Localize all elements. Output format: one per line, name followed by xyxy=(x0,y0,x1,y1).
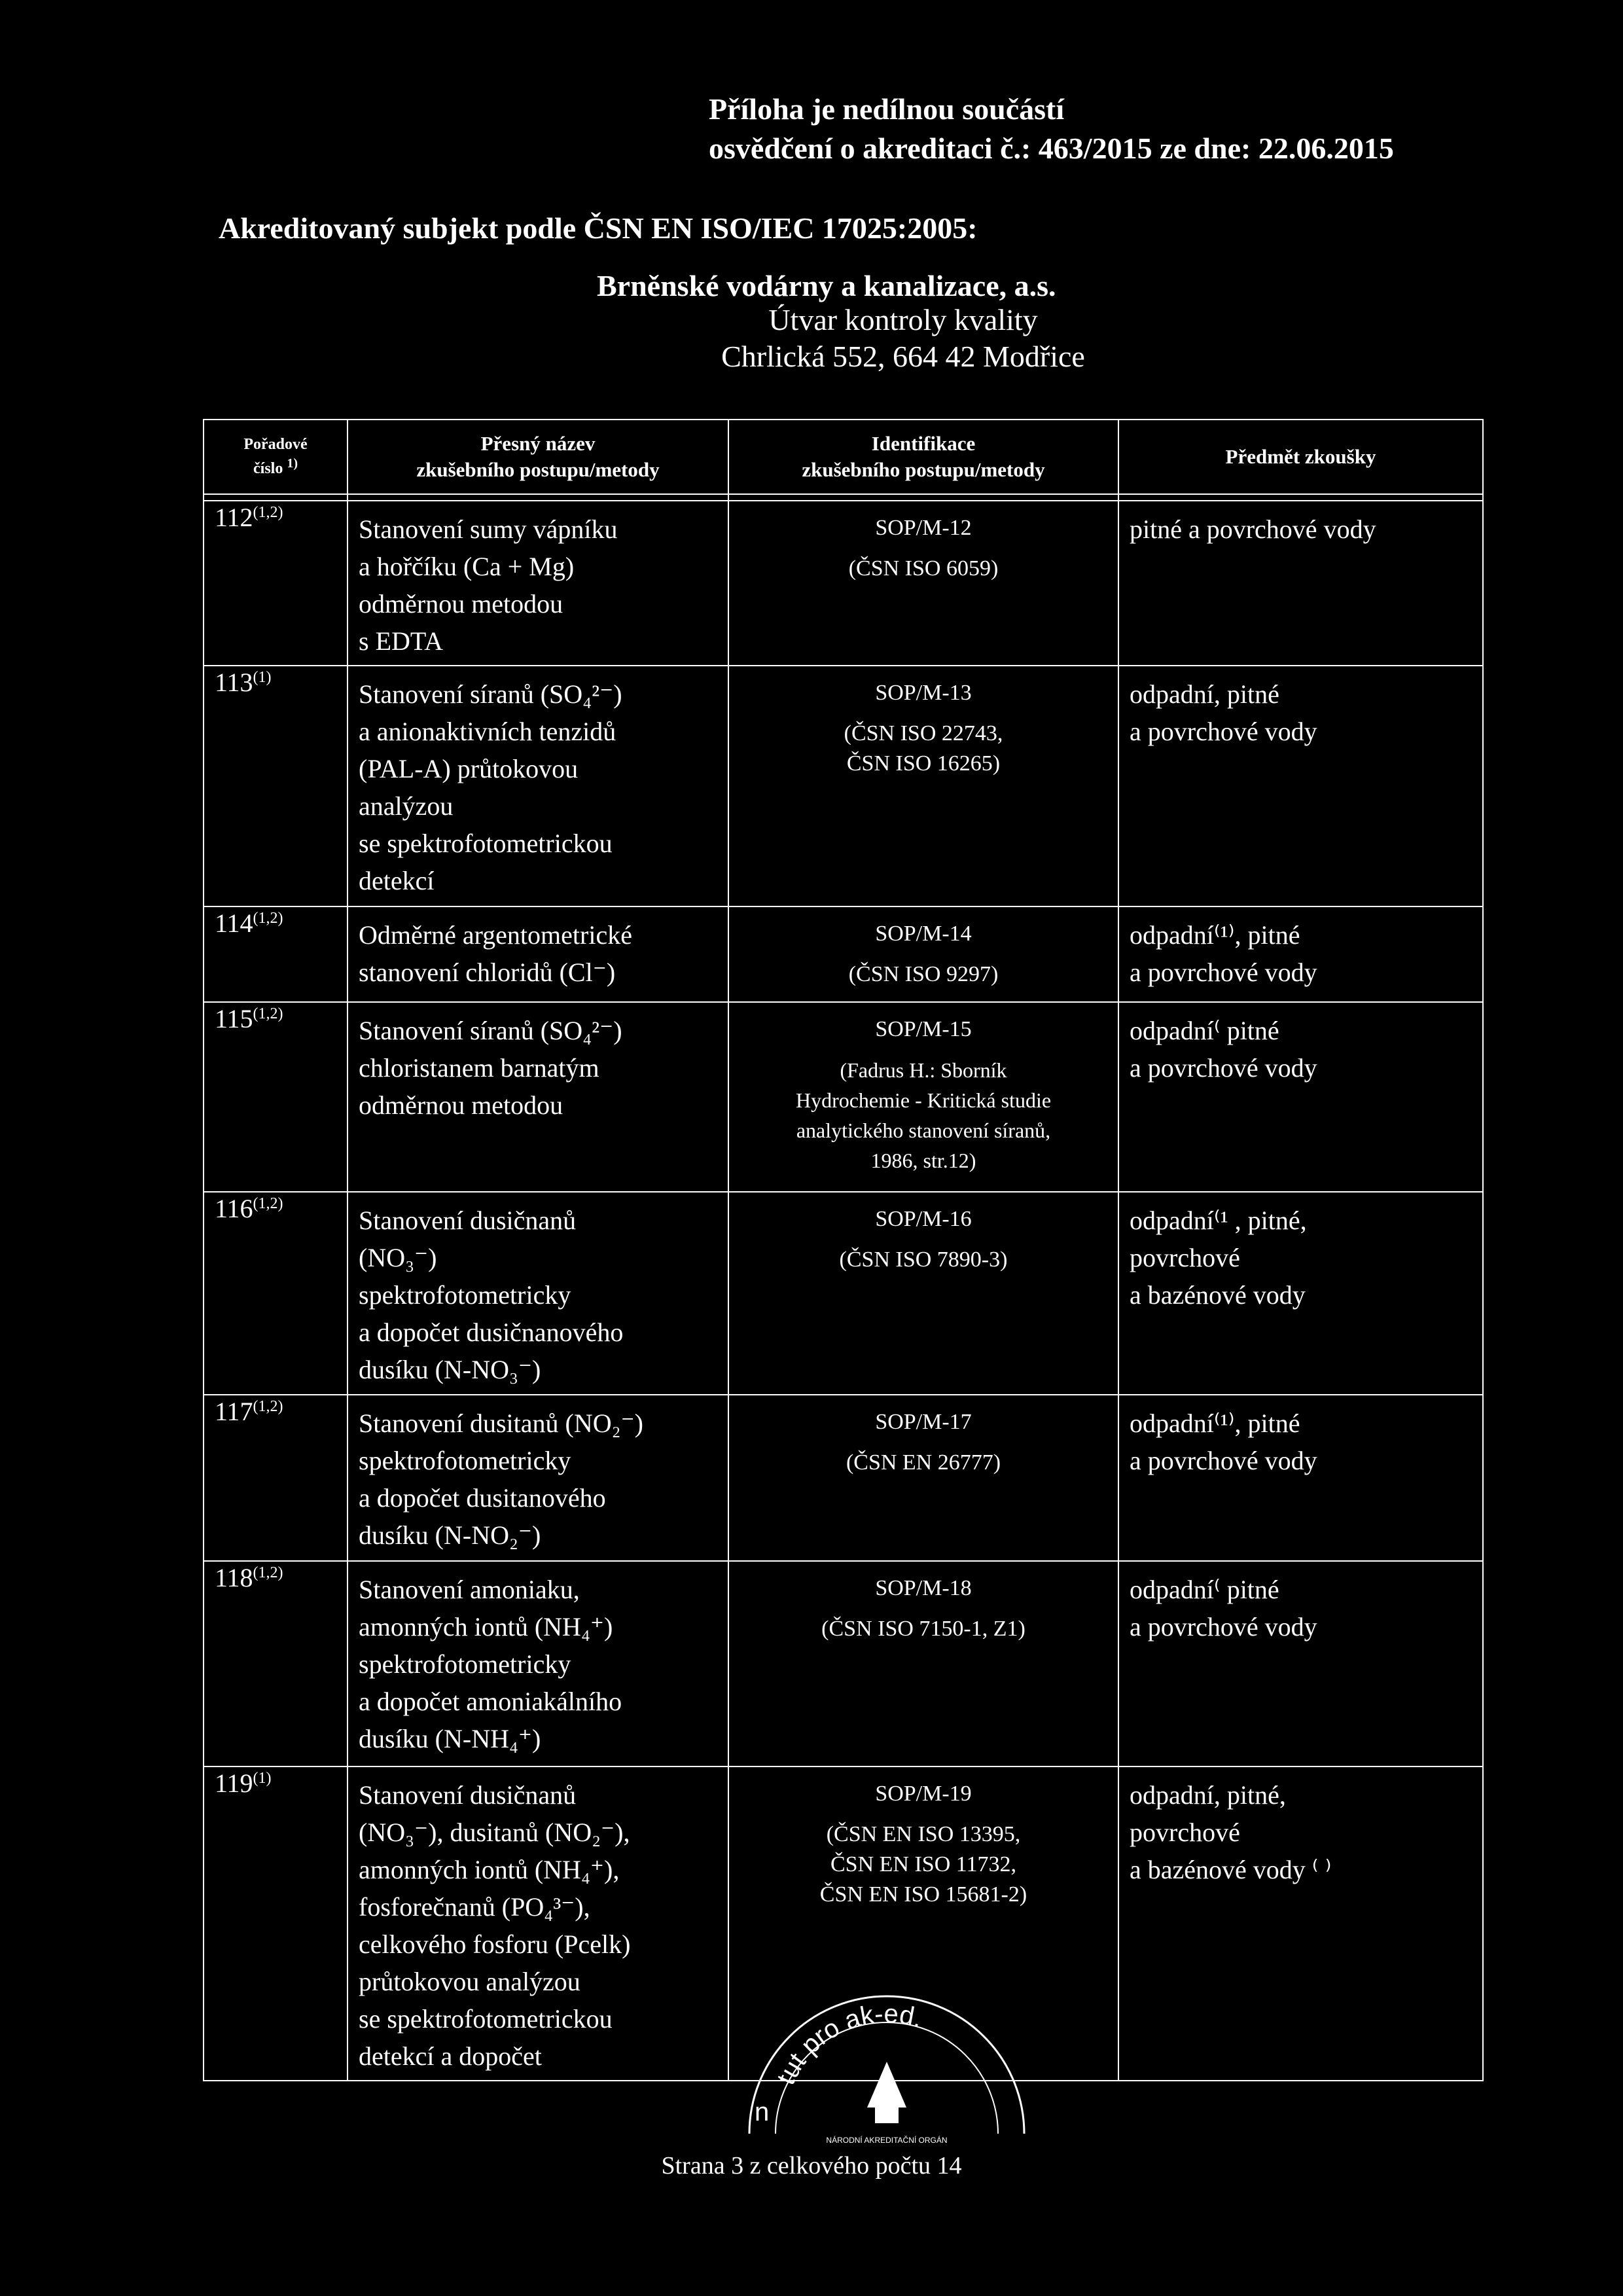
header-col-number xyxy=(204,420,348,494)
header-col2-line1: Přesný název xyxy=(480,431,596,455)
standard-reference: (ČSN ISO 7890-3) xyxy=(839,1247,1008,1272)
sop-code: SOP/M-14 xyxy=(875,922,972,946)
method-identification xyxy=(728,501,1118,666)
row-number xyxy=(204,1767,348,2081)
test-subject: pitné a povrchové vody xyxy=(1118,501,1483,666)
row-number-note: (1) xyxy=(253,1770,272,1787)
test-subject: odpadní⁽¹ , pitné, povrchové a bazénové vody xyxy=(1118,1192,1483,1395)
row-number-value: 114 xyxy=(215,908,253,938)
subject-line: Akreditovaný subjekt podle ČSN EN ISO/IEC 17025:2005: xyxy=(219,211,978,245)
test-subject: odpadní⁽ pitné a povrchové vody xyxy=(1118,1002,1483,1192)
stamp-arc-text: tut pro ak-ed. xyxy=(771,1999,927,2089)
header-col1-note: 1) xyxy=(287,456,298,471)
standard-reference: (ČSN ISO 9297) xyxy=(848,962,999,986)
sop-code: SOP/M-16 xyxy=(875,1207,972,1231)
method-identification xyxy=(728,1395,1118,1561)
method-name: Stanovení dusitanů (NO₂⁻) spektrofotometricky a dopočet dusitanového dusíku (N-NO₂⁻) xyxy=(348,1395,728,1561)
header-col1-line2: číslo xyxy=(253,460,283,477)
method-identification xyxy=(728,1561,1118,1767)
sop-code: SOP/M-17 xyxy=(875,1410,972,1434)
row-number xyxy=(204,1192,348,1395)
test-subject: odpadní⁽¹⁾, pitné a povrchové vody xyxy=(1118,906,1483,1002)
method-name: Stanovení síranů (SO₄²⁻) a anionaktivních tenzidů (PAL-A) průtokovou analýzou se spektrofotometrickou detekcí xyxy=(348,666,728,906)
row-number-value: 117 xyxy=(215,1397,253,1426)
annex-line-2: osvědčení o akreditaci č.: 463/2015 ze dne: 22.06.2015 xyxy=(709,132,1394,165)
standard-reference: (ČSN EN ISO 13395, ČSN EN ISO 11732, ČSN EN ISO 15681-2) xyxy=(819,1822,1027,1907)
stamp-bottom-text: NÁRODNÍ AKREDITAČNÍ ORGÁN xyxy=(826,2136,948,2145)
header-separator xyxy=(204,494,1483,501)
sop-code: SOP/M-19 xyxy=(875,1782,972,1806)
table-row xyxy=(204,906,1483,1002)
table-row xyxy=(204,1395,1483,1561)
row-number xyxy=(204,1561,348,1767)
standard-reference: (ČSN EN 26777) xyxy=(846,1450,1001,1475)
address: Chrlická 552, 664 42 Modřice xyxy=(721,340,1085,373)
department: Útvar kontroly kvality xyxy=(768,303,1038,336)
row-number xyxy=(204,906,348,1002)
test-subject: odpadní⁽ pitné a povrchové vody xyxy=(1118,1561,1483,1767)
row-number-note: (1,2) xyxy=(253,1564,283,1581)
sop-code: SOP/M-13 xyxy=(875,681,972,705)
row-number-note: (1) xyxy=(253,669,272,686)
row-number-note: (1,2) xyxy=(253,1398,283,1415)
method-identification xyxy=(728,666,1118,906)
header-col3-line1: Identifikace xyxy=(871,431,976,455)
stamp-emblem-icon xyxy=(867,2062,906,2123)
method-identification xyxy=(728,1192,1118,1395)
header-col-name xyxy=(348,420,728,494)
row-number-value: 113 xyxy=(215,668,253,697)
standard-reference: (ČSN ISO 6059) xyxy=(848,556,999,581)
table-row xyxy=(204,1561,1483,1767)
header-col3-line2: zkušebního postupu/metody xyxy=(802,458,1045,481)
table-body xyxy=(204,501,1483,2081)
table-header-row xyxy=(204,420,1483,494)
row-number-note: (1,2) xyxy=(253,1195,283,1212)
row-number xyxy=(204,1002,348,1192)
table-row xyxy=(204,501,1483,666)
method-identification xyxy=(728,1002,1118,1192)
company-name: Brněnské vodárny a kanalizace, a.s. xyxy=(597,269,1056,302)
table-row xyxy=(204,1192,1483,1395)
row-number-value: 116 xyxy=(215,1194,253,1223)
test-subject: odpadní, pitné, povrchové a bazénové vody ⁽ ⁾ xyxy=(1118,1767,1483,2081)
row-number xyxy=(204,666,348,906)
row-number-note: (1,2) xyxy=(253,1005,283,1022)
method-name: Stanovení sumy vápníku a hořčíku (Ca + Mg) odměrnou metodou s EDTA xyxy=(348,501,728,666)
method-name: Odměrné argentometrické stanovení chloridů (Cl⁻) xyxy=(348,906,728,1002)
row-number-note: (1,2) xyxy=(253,504,283,521)
accreditation-stamp xyxy=(723,1983,1050,2147)
header-col-ident xyxy=(728,420,1118,494)
sop-code: SOP/M-12 xyxy=(875,516,972,540)
row-number-value: 112 xyxy=(215,503,253,532)
method-name: Stanovení amoniaku, amonných iontů (NH₄⁺) spektrofotometricky a dopočet amoniakálního dusíku (N-NH₄⁺) xyxy=(348,1561,728,1767)
method-name: Stanovení síranů (SO₄²⁻) chloristanem barnatým odměrnou metodou xyxy=(348,1002,728,1192)
test-subject: odpadní⁽¹⁾, pitné a povrchové vody xyxy=(1118,1395,1483,1561)
table-row xyxy=(204,666,1483,906)
header-col-subject: Předmět zkoušky xyxy=(1118,420,1483,494)
method-name: Stanovení dusičnanů (NO₃⁻), dusitanů (NO₂⁻), amonných iontů (NH₄⁺), fosforečnanů (PO₄³⁻), celkového fosforu (Pcelk) průtokovou analýzou se spektrofotometrickou detekcí a dopočet xyxy=(348,1767,728,2081)
row-number-value: 115 xyxy=(215,1004,253,1033)
row-number xyxy=(204,501,348,666)
page-footer: Strana 3 z celkového počtu 14 xyxy=(661,2152,962,2179)
header-col2-line2: zkušebního postupu/metody xyxy=(416,458,660,481)
row-number xyxy=(204,1395,348,1561)
table-row xyxy=(204,1002,1483,1192)
annex-line-1: Příloha je nedílnou součástí xyxy=(709,92,1065,126)
row-number-note: (1,2) xyxy=(253,910,283,927)
sop-code: SOP/M-15 xyxy=(875,1017,972,1041)
standard-reference: (ČSN ISO 22743, ČSN ISO 16265) xyxy=(844,721,1003,776)
stamp-side-mark: n xyxy=(755,2098,770,2126)
row-number-value: 118 xyxy=(215,1563,253,1592)
sop-code: SOP/M-18 xyxy=(875,1576,972,1600)
methods-table xyxy=(203,419,1484,2081)
method-identification xyxy=(728,906,1118,1002)
header-col1-line1: Pořadové xyxy=(243,435,308,453)
standard-reference: (Fadrus H.: Sborník Hydrochemie - Kritická studie analytického stanovení síranů, 1986, str.12) xyxy=(795,1058,1052,1172)
row-number-value: 119 xyxy=(215,1768,253,1798)
test-subject: odpadní, pitné a povrchové vody xyxy=(1118,666,1483,906)
standard-reference: (ČSN ISO 7150-1, Z1) xyxy=(821,1617,1026,1641)
method-name: Stanovení dusičnanů (NO₃⁻) spektrofotometricky a dopočet dusičnanového dusíku (N-NO₃⁻) xyxy=(348,1192,728,1395)
